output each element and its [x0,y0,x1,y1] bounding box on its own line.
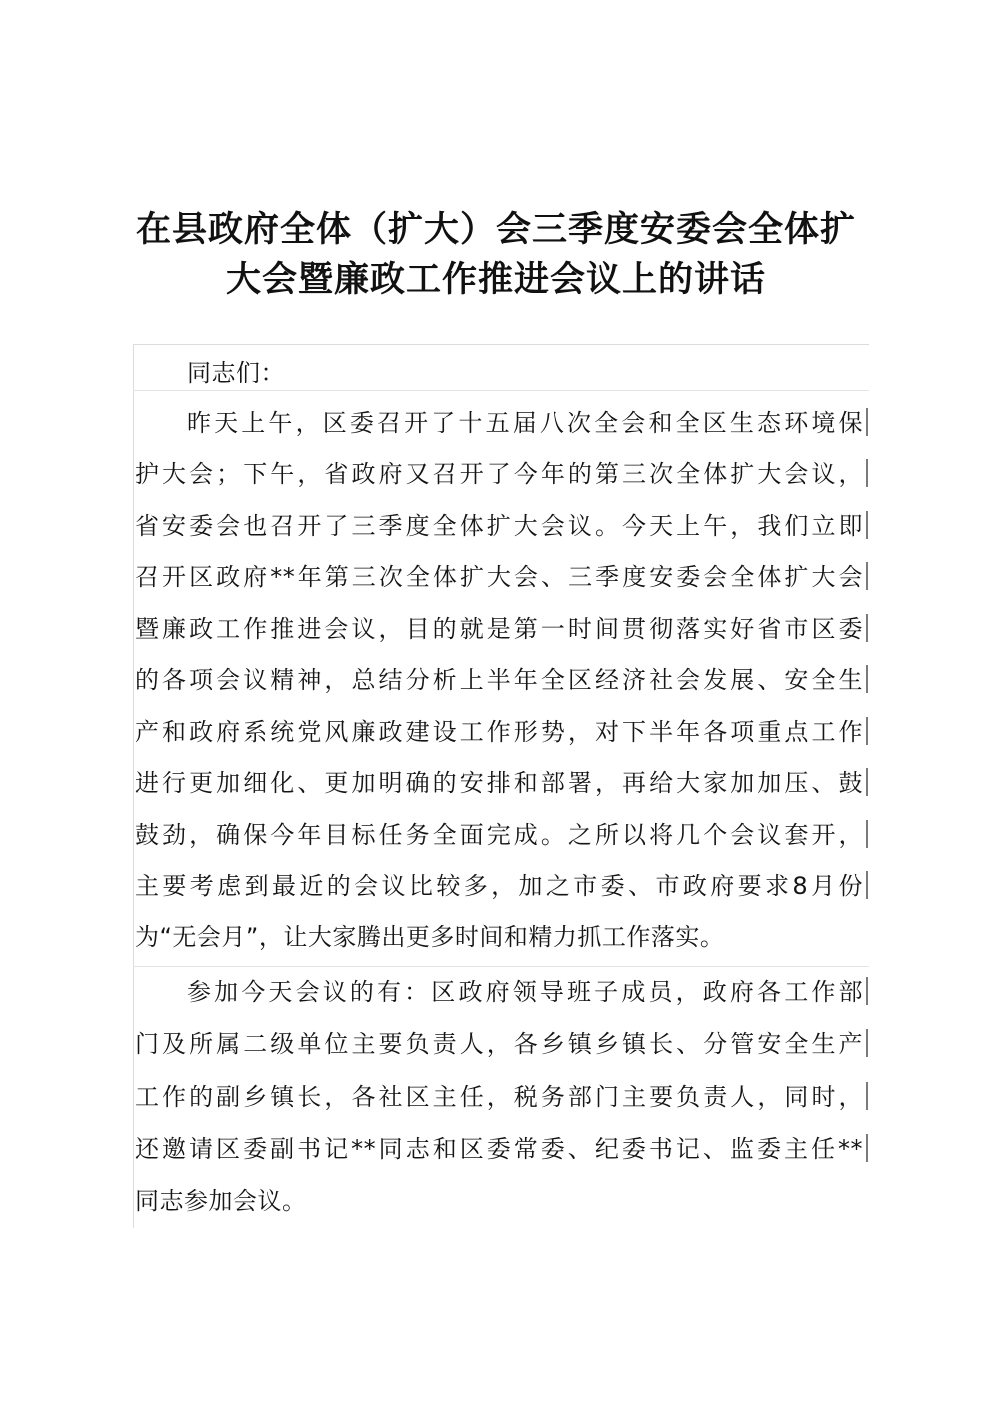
document-title-line-1: 在县政府全体（扩大）会三季度安委会全体扩 [135,210,856,250]
line-end-marker [866,871,868,899]
paragraph-2-line: 还邀请区委副书记**同志和区委常委、纪委书记、监委主任** [135,1135,863,1163]
salutation: 同志们： [187,359,285,387]
paragraph-1-line: 产和政府系统党风廉政建设工作形势，对下半年各项重点工作 [135,718,863,746]
paragraph-2-line: 门及所属二级单位主要负责人，各乡镇乡镇长、分管安全生产 [135,1030,863,1058]
paragraph-1-line: 进行更加细化、更加明确的安排和部署，再给大家加加压、鼓 [135,769,863,797]
line-end-marker [866,820,868,848]
line-end-marker [866,1082,868,1110]
paragraph-1-line: 的各项会议精神，总结分析上半年全区经济社会发展、安全生 [135,666,863,694]
document-title-line-2: 大会暨廉政工作推进会议上的讲话 [225,260,766,300]
line-end-marker [866,614,868,642]
paragraph-1-line: 暨廉政工作推进会议，目的就是第一时间贯彻落实好省市区委 [135,615,863,643]
paragraph-2-line: 同志参加会议。 [135,1187,307,1215]
paragraph-1-line: 护大会；下午，省政府又召开了今年的第三次全体扩大会议， [135,460,863,488]
paragraph-1-line: 主要考虑到最近的会议比较多，加之市委、市政府要求8月份 [135,872,863,900]
line-end-marker [866,665,868,693]
line-end-marker [866,977,868,1005]
line-end-marker [866,511,868,539]
paragraph-1-line: 昨天上午，区委召开了十五届八次全会和全区生态环境保 [187,409,863,437]
paragraph-1-line: 省安委会也召开了三季度全体扩大会议。今天上午，我们立即 [135,512,863,540]
paragraph-2-line: 工作的副乡镇长，各社区主任，税务部门主要负责人，同时， [135,1083,863,1111]
line-end-marker [866,1029,868,1057]
line-end-marker [866,459,868,487]
frame-top-border [133,344,869,345]
paragraph-1-line: 召开区政府**年第三次全体扩大会、三季度安委会全体扩大会 [135,563,863,591]
line-end-marker [866,562,868,590]
frame-left-border [133,344,134,1228]
paragraph-2-line: 参加今天会议的有：区政府领导班子成员，政府各工作部 [187,978,863,1006]
paragraph-1-line: 为“无会月”，让大家腾出更多时间和精力抓工作落实。 [135,923,725,951]
line-end-marker [866,1134,868,1162]
paragraph-separator [133,390,869,391]
paragraph-separator [133,966,869,967]
paragraph-1-line: 鼓劲，确保今年目标任务全面完成。之所以将几个会议套开， [135,821,863,849]
line-end-marker [866,408,868,436]
line-end-marker [866,717,868,745]
line-end-marker [866,768,868,796]
